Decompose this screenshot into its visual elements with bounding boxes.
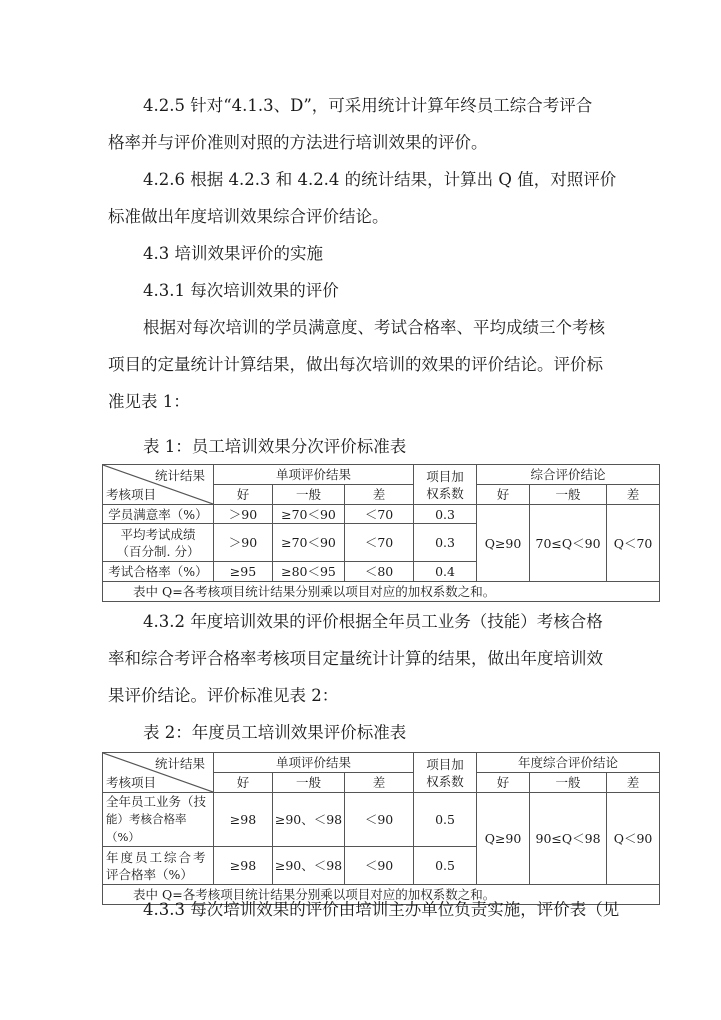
grade-fair: 一般	[273, 773, 345, 793]
good-value: ＞90	[214, 505, 273, 524]
paragraph-4-3-2-line-3: 果评价结论。评价标准见表 2：	[108, 686, 339, 705]
table2-diagonal-header	[103, 753, 214, 793]
weight-header	[414, 465, 477, 505]
overall-eval-header: 年度综合评价结论	[477, 753, 660, 773]
item-label-line1: 全年员工业务（技	[106, 794, 207, 809]
paragraph-4-2-6-line-1: 4.2.6 根据 4.2.3 和 4.2.4 的统计结果，计算出 Q 值，对照评价	[143, 170, 617, 189]
weight-header-line1: 项目加	[426, 468, 464, 484]
grade-good: 好	[214, 485, 273, 505]
overall-fair: 70≤Q＜90	[530, 505, 607, 582]
paragraph-4-2-5-line-1: 4.2.5 针对“4.1.3、D”，可采用统计计算年终员工综合考评合	[143, 96, 593, 115]
weight-value: 0.5	[414, 847, 477, 885]
table1	[102, 464, 660, 602]
fair-value: ≥80＜95	[273, 562, 345, 582]
overall-grade-poor: 差	[607, 773, 660, 793]
paragraph-4-3-2-line-2: 率和综合考评合格率考核项目定量统计计算的结果，做出年度培训效	[108, 649, 603, 668]
item-label: 考试合格率（%）	[103, 562, 214, 582]
weight-value: 0.4	[414, 562, 477, 582]
good-value: ≥95	[214, 562, 273, 582]
weight-header-line2: 权系数	[426, 485, 464, 501]
overall-poor: Q＜90	[607, 793, 660, 885]
single-eval-header: 单项评价结果	[214, 753, 414, 773]
paragraph-4-3-1-line-2: 项目的定量统计计算结果，做出每次培训的效果的评价结论。评价标	[108, 355, 603, 374]
item-label-line2: 评合格率（%）	[106, 866, 193, 882]
table2-caption: 表 2：年度员工培训效果评价标准表	[143, 723, 407, 742]
diag-top-label: 统计结果	[154, 756, 205, 771]
heading-4-3: 4.3 培训效果评价的实施	[143, 244, 323, 263]
weight-header	[414, 753, 477, 793]
item-label-line2: 能）考核合格率（%）	[106, 812, 187, 844]
good-value: ＞90	[214, 524, 273, 562]
paragraph-4-3-3-line-1: 4.3.3 每次培训效果的评价由培训主办单位负责实施，评价表（见	[143, 900, 620, 919]
item-label-line2: （百分制. 分）	[116, 543, 200, 559]
paragraph-4-3-1-line-3: 准见表 1：	[108, 392, 190, 411]
overall-poor: Q＜70	[607, 505, 660, 582]
item-label-line1: 年度员工综合考	[106, 849, 208, 865]
table1-note: 表中 Q=各考核项目统计结果分别乘以项目对应的加权系数之和。	[103, 582, 660, 602]
weight-header-line2: 权系数	[426, 773, 464, 789]
weight-value: 0.3	[414, 505, 477, 524]
table2	[102, 752, 660, 905]
overall-good: Q≥90	[477, 505, 530, 582]
overall-grade-fair: 一般	[530, 485, 607, 505]
weight-value: 0.3	[414, 524, 477, 562]
poor-value: ＜80	[345, 562, 414, 582]
good-value: ≥98	[214, 847, 273, 885]
overall-fair: 90≤Q＜98	[530, 793, 607, 885]
overall-grade-fair: 一般	[530, 773, 607, 793]
overall-grade-good: 好	[477, 485, 530, 505]
paragraph-4-2-5-line-2: 格率并与评价准则对照的方法进行培训效果的评价。	[108, 133, 488, 152]
table-row	[103, 505, 660, 524]
item-label: 学员满意率（%）	[103, 505, 214, 524]
grade-poor: 差	[345, 773, 414, 793]
single-eval-header: 单项评价结果	[214, 465, 414, 485]
item-label	[103, 847, 214, 885]
diag-bottom-label: 考核项目	[106, 775, 157, 790]
weight-value: 0.5	[414, 793, 477, 847]
poor-value: ＜90	[345, 847, 414, 885]
fair-value: ≥70＜90	[273, 524, 345, 562]
fair-value: ≥70＜90	[273, 505, 345, 524]
overall-good: Q≥90	[477, 793, 530, 885]
poor-value: ＜70	[345, 505, 414, 524]
table1-caption: 表 1：员工培训效果分次评价标准表	[143, 437, 407, 456]
overall-grade-poor: 差	[607, 485, 660, 505]
table2-note: 表中 Q=各考核项目统计结果分别乘以项目对应的加权系数之和。	[103, 885, 660, 905]
grade-fair: 一般	[273, 485, 345, 505]
table-row	[103, 793, 660, 847]
weight-header-line1: 项目加	[426, 756, 464, 772]
paragraph-4-3-2-line-1: 4.3.2 年度培训效果的评价根据全年员工业务（技能）考核合格	[143, 612, 603, 631]
overall-grade-good: 好	[477, 773, 530, 793]
poor-value: ＜90	[345, 793, 414, 847]
item-label	[103, 524, 214, 562]
diag-top-label: 统计结果	[154, 468, 205, 483]
fair-value: ≥90、＜98	[273, 793, 345, 847]
poor-value: ＜70	[345, 524, 414, 562]
diag-bottom-label: 考核项目	[106, 487, 157, 502]
grade-poor: 差	[345, 485, 414, 505]
good-value: ≥98	[214, 793, 273, 847]
heading-4-3-1: 4.3.1 每次培训效果的评价	[143, 281, 339, 300]
paragraph-4-3-1-line-1: 根据对每次培训的学员满意度、考试合格率、平均成绩三个考核	[143, 318, 605, 337]
item-label	[103, 793, 214, 847]
grade-good: 好	[214, 773, 273, 793]
table1-diagonal-header	[103, 465, 214, 505]
overall-eval-header: 综合评价结论	[477, 465, 660, 485]
paragraph-4-2-6-line-2: 标准做出年度培训效果综合评价结论。	[108, 207, 389, 226]
item-label-line1: 平均考试成绩	[120, 526, 196, 542]
fair-value: ≥90、＜98	[273, 847, 345, 885]
